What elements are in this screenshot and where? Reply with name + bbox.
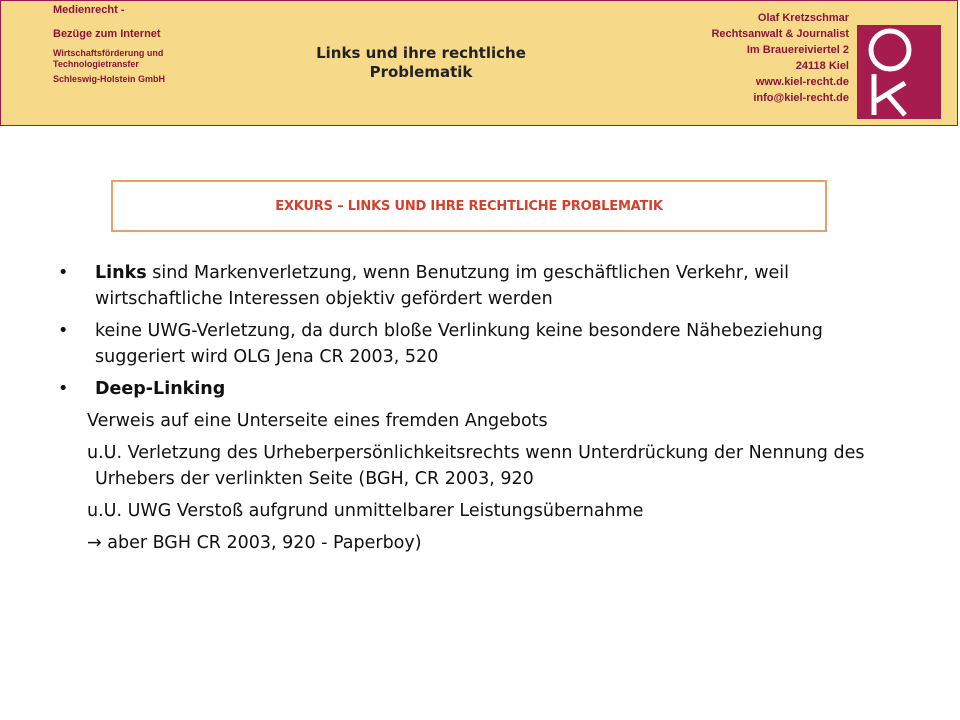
bullet-icon: • [58, 321, 69, 341]
sub-item-text: u.U. Verletzung des Urheberpersönlichkeitsrechts wenn Unterdrückung der Nennung des Urhebers der verlinkten Seite (BGH, CR 2003, 920 [87, 443, 865, 489]
section-banner [111, 180, 827, 232]
header-band [0, 0, 958, 126]
header-contact-block [711, 10, 849, 106]
sub-item-definition [58, 408, 918, 434]
bullet-item-deep-linking [58, 376, 918, 402]
header-organisation-region: Schleswig-Holstein GmbH [53, 74, 166, 84]
contact-profession: Rechtsanwalt & Journalist [711, 28, 849, 40]
contact-website-link[interactable]: www.kiel-recht.de [755, 76, 849, 88]
header-course-subtitle: Bezüge zum Internet [53, 28, 161, 40]
ok-logo-graphic [857, 25, 941, 119]
header-organisation: Wirtschaftsförderung und Technologietransfer [53, 48, 164, 69]
sub-item-text: aber BGH CR 2003, 920 - Paperboy) [101, 533, 422, 553]
sub-item-copyright [58, 440, 918, 492]
contact-email-link[interactable]: info@kiel-recht.de [753, 92, 849, 104]
contact-city: 24118 Kiel [795, 60, 849, 72]
contact-name: Olaf Kretzschmar [757, 12, 849, 24]
section-banner-text: EXKURS – LINKS UND IHRE RECHTLICHE PROBLEMATIK [275, 198, 663, 214]
sub-item-text: u.U. UWG Verstoß aufgrund unmittelbarer Leistungsübernahme [87, 501, 644, 521]
bullet-keyword: Deep-Linking [95, 379, 226, 399]
bullet-text: keine UWG-Verletzung, da durch bloße Verlinkung keine besondere Nähebeziehung suggeriert wird OLG Jena CR 2003, 520 [95, 321, 823, 367]
sub-item-uwg-violation [58, 498, 918, 524]
bullet-icon: • [58, 379, 69, 399]
header-topic-title [241, 44, 601, 82]
sub-item-text: Verweis auf eine Unterseite eines fremden Angebots [87, 411, 548, 431]
slide-content [58, 260, 918, 562]
header-topic-title-line2: Problematik [369, 63, 473, 81]
bullet-icon: • [58, 263, 69, 283]
arrow-right-icon: → [87, 533, 102, 553]
header-course-title: Medienrecht - [53, 4, 125, 16]
contact-street: Im Brauereiviertel 2 [746, 44, 849, 56]
sub-item-paperboy [58, 530, 918, 556]
ok-logo [857, 25, 941, 119]
bullet-keyword: Links [95, 263, 147, 283]
header-topic-title-line1: Links und ihre rechtliche [316, 44, 526, 62]
bullet-text: sind Markenverletzung, wenn Benutzung im geschäftlichen Verkehr, weil wirtschaftliche Interessen objektiv gefördert werden [95, 263, 789, 309]
bullet-item-uwg [58, 318, 918, 370]
bullet-item-links-trademark [58, 260, 918, 312]
